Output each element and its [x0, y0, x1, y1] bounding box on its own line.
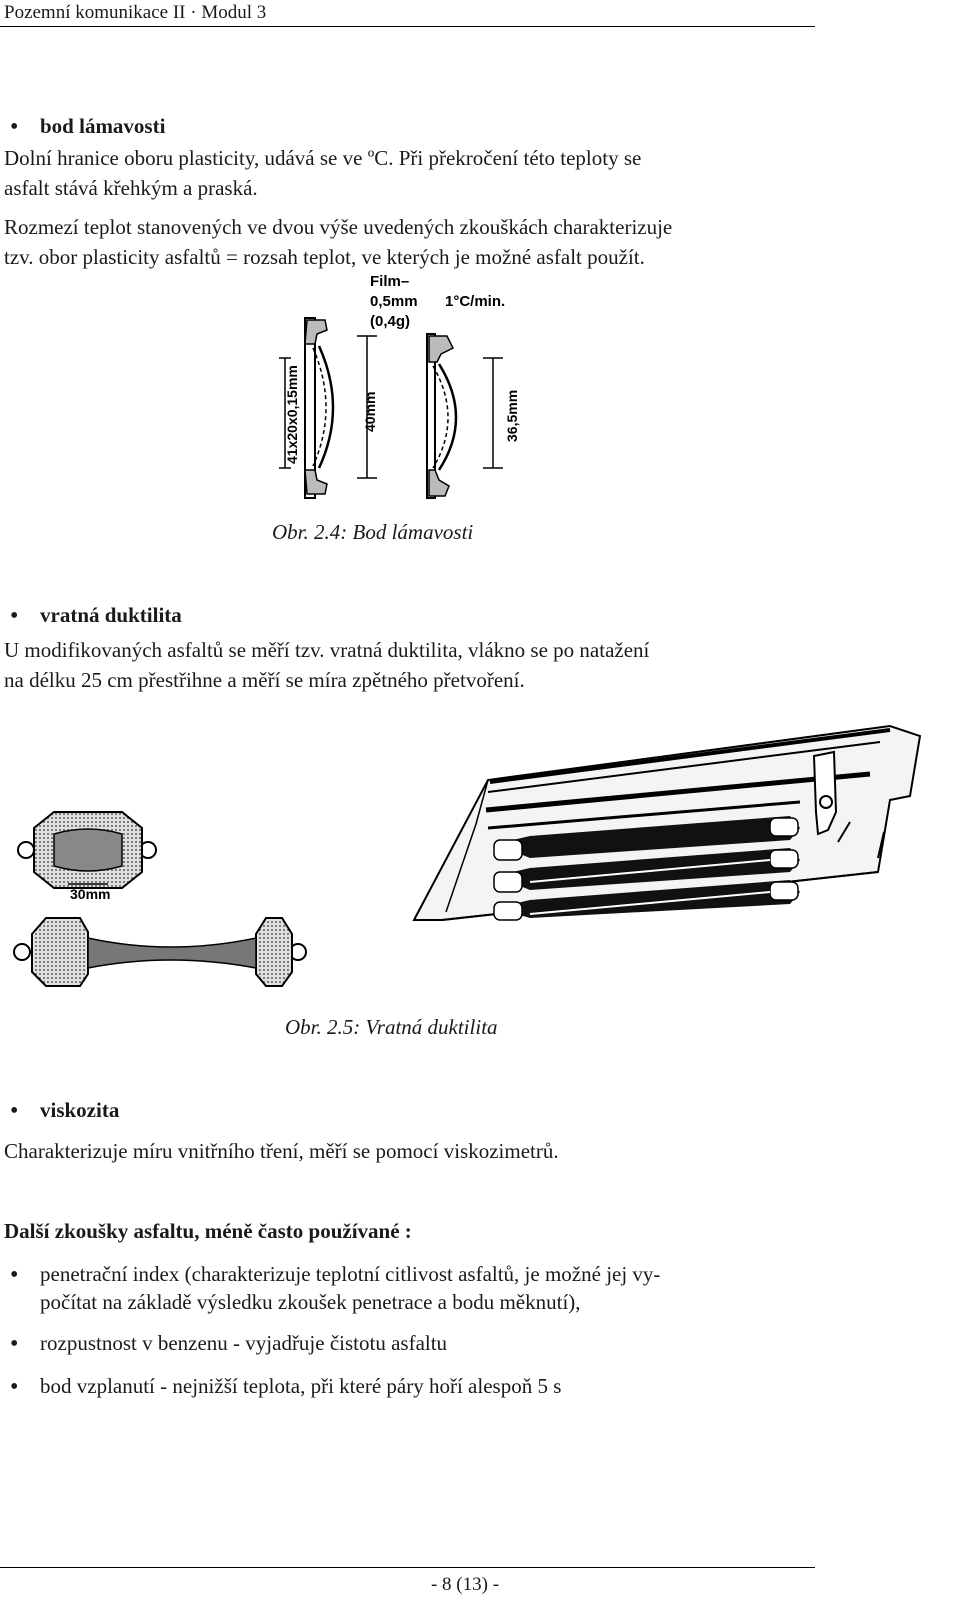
- section-heading-brittle: bod lámavosti: [40, 114, 166, 138]
- list-item: penetrační index (charakterizuje teplotní citlivost asfaltů, je možné jej vy-: [40, 1262, 661, 1286]
- left-length-label: 40mm: [362, 391, 378, 432]
- paragraph-line: tzv. obor plasticity asfaltů = rozsah teplot, ve kterých je možné asfalt použít.: [4, 245, 645, 269]
- paragraph-line: na délku 25 cm přestřihne a měří se míra zpětného přetvoření.: [4, 668, 525, 692]
- footer-rule: [0, 1567, 815, 1568]
- film-thickness-label: 0,5mm: [370, 293, 418, 310]
- header-rule: [0, 26, 815, 27]
- specimen-stretched-icon: [14, 918, 306, 986]
- paragraph-line: Charakterizuje míru vnitřního tření, měří se pomocí viskozimetrů.: [4, 1139, 559, 1163]
- figure-brittle-point: [255, 272, 540, 512]
- paragraph-line: Dolní hranice oboru plasticity, udává se ve ºC. Při překročení této teploty se: [4, 146, 642, 170]
- figure-caption: Obr. 2.5: Vratná duktilita: [285, 1015, 498, 1039]
- ductilometer-icon: [414, 726, 920, 920]
- paragraph-line: Rozmezí teplot stanovených ve dvou výše uvedených zkouškách charakterizuje: [4, 215, 673, 239]
- bullet-icon: •: [10, 114, 19, 140]
- bullet-icon: •: [10, 1098, 19, 1124]
- film-mass-label: (0,4g): [370, 313, 411, 330]
- figure-caption: Obr. 2.4: Bod lámavosti: [272, 520, 474, 544]
- section-heading-viscosity: viskozita: [40, 1098, 120, 1122]
- figure-elastic-recovery: [10, 712, 940, 1012]
- right-plate-icon: [427, 334, 456, 498]
- section-heading-other-tests: Další zkoušky asfaltu, méně často používané :: [4, 1219, 412, 1243]
- film-label: Film–: [370, 273, 410, 290]
- bullet-icon: •: [10, 1374, 19, 1400]
- running-header: Pozemní komunikace II · Modul 3: [4, 2, 267, 23]
- plate-dimension-label: 41x20x0,15mm: [284, 365, 300, 464]
- specimen-dimension-label: 30mm: [70, 886, 111, 902]
- paragraph-line: asfalt stává křehkým a praská.: [4, 176, 258, 200]
- specimen-unstretched-icon: [18, 812, 156, 888]
- right-length-label: 36,5mm: [504, 389, 520, 442]
- bullet-icon: •: [10, 1331, 19, 1357]
- rate-label: 1°C/min.: [445, 293, 506, 310]
- list-item: bod vzplanutí - nejnižší teplota, při které páry hoří alespoň 5 s: [40, 1374, 562, 1398]
- section-heading-elastic: vratná duktilita: [40, 603, 182, 627]
- list-item-continuation: počítat na základě výsledku zkoušek penetrace a bodu měknutí),: [40, 1290, 581, 1314]
- bullet-icon: •: [10, 1262, 19, 1288]
- page-number: - 8 (13) -: [430, 1574, 500, 1595]
- list-item: rozpustnost v benzenu - vyjadřuje čistotu asfaltu: [40, 1331, 448, 1355]
- bullet-icon: •: [10, 603, 19, 629]
- paragraph-line: U modifikovaných asfaltů se měří tzv. vratná duktilita, vlákno se po natažení: [4, 638, 650, 662]
